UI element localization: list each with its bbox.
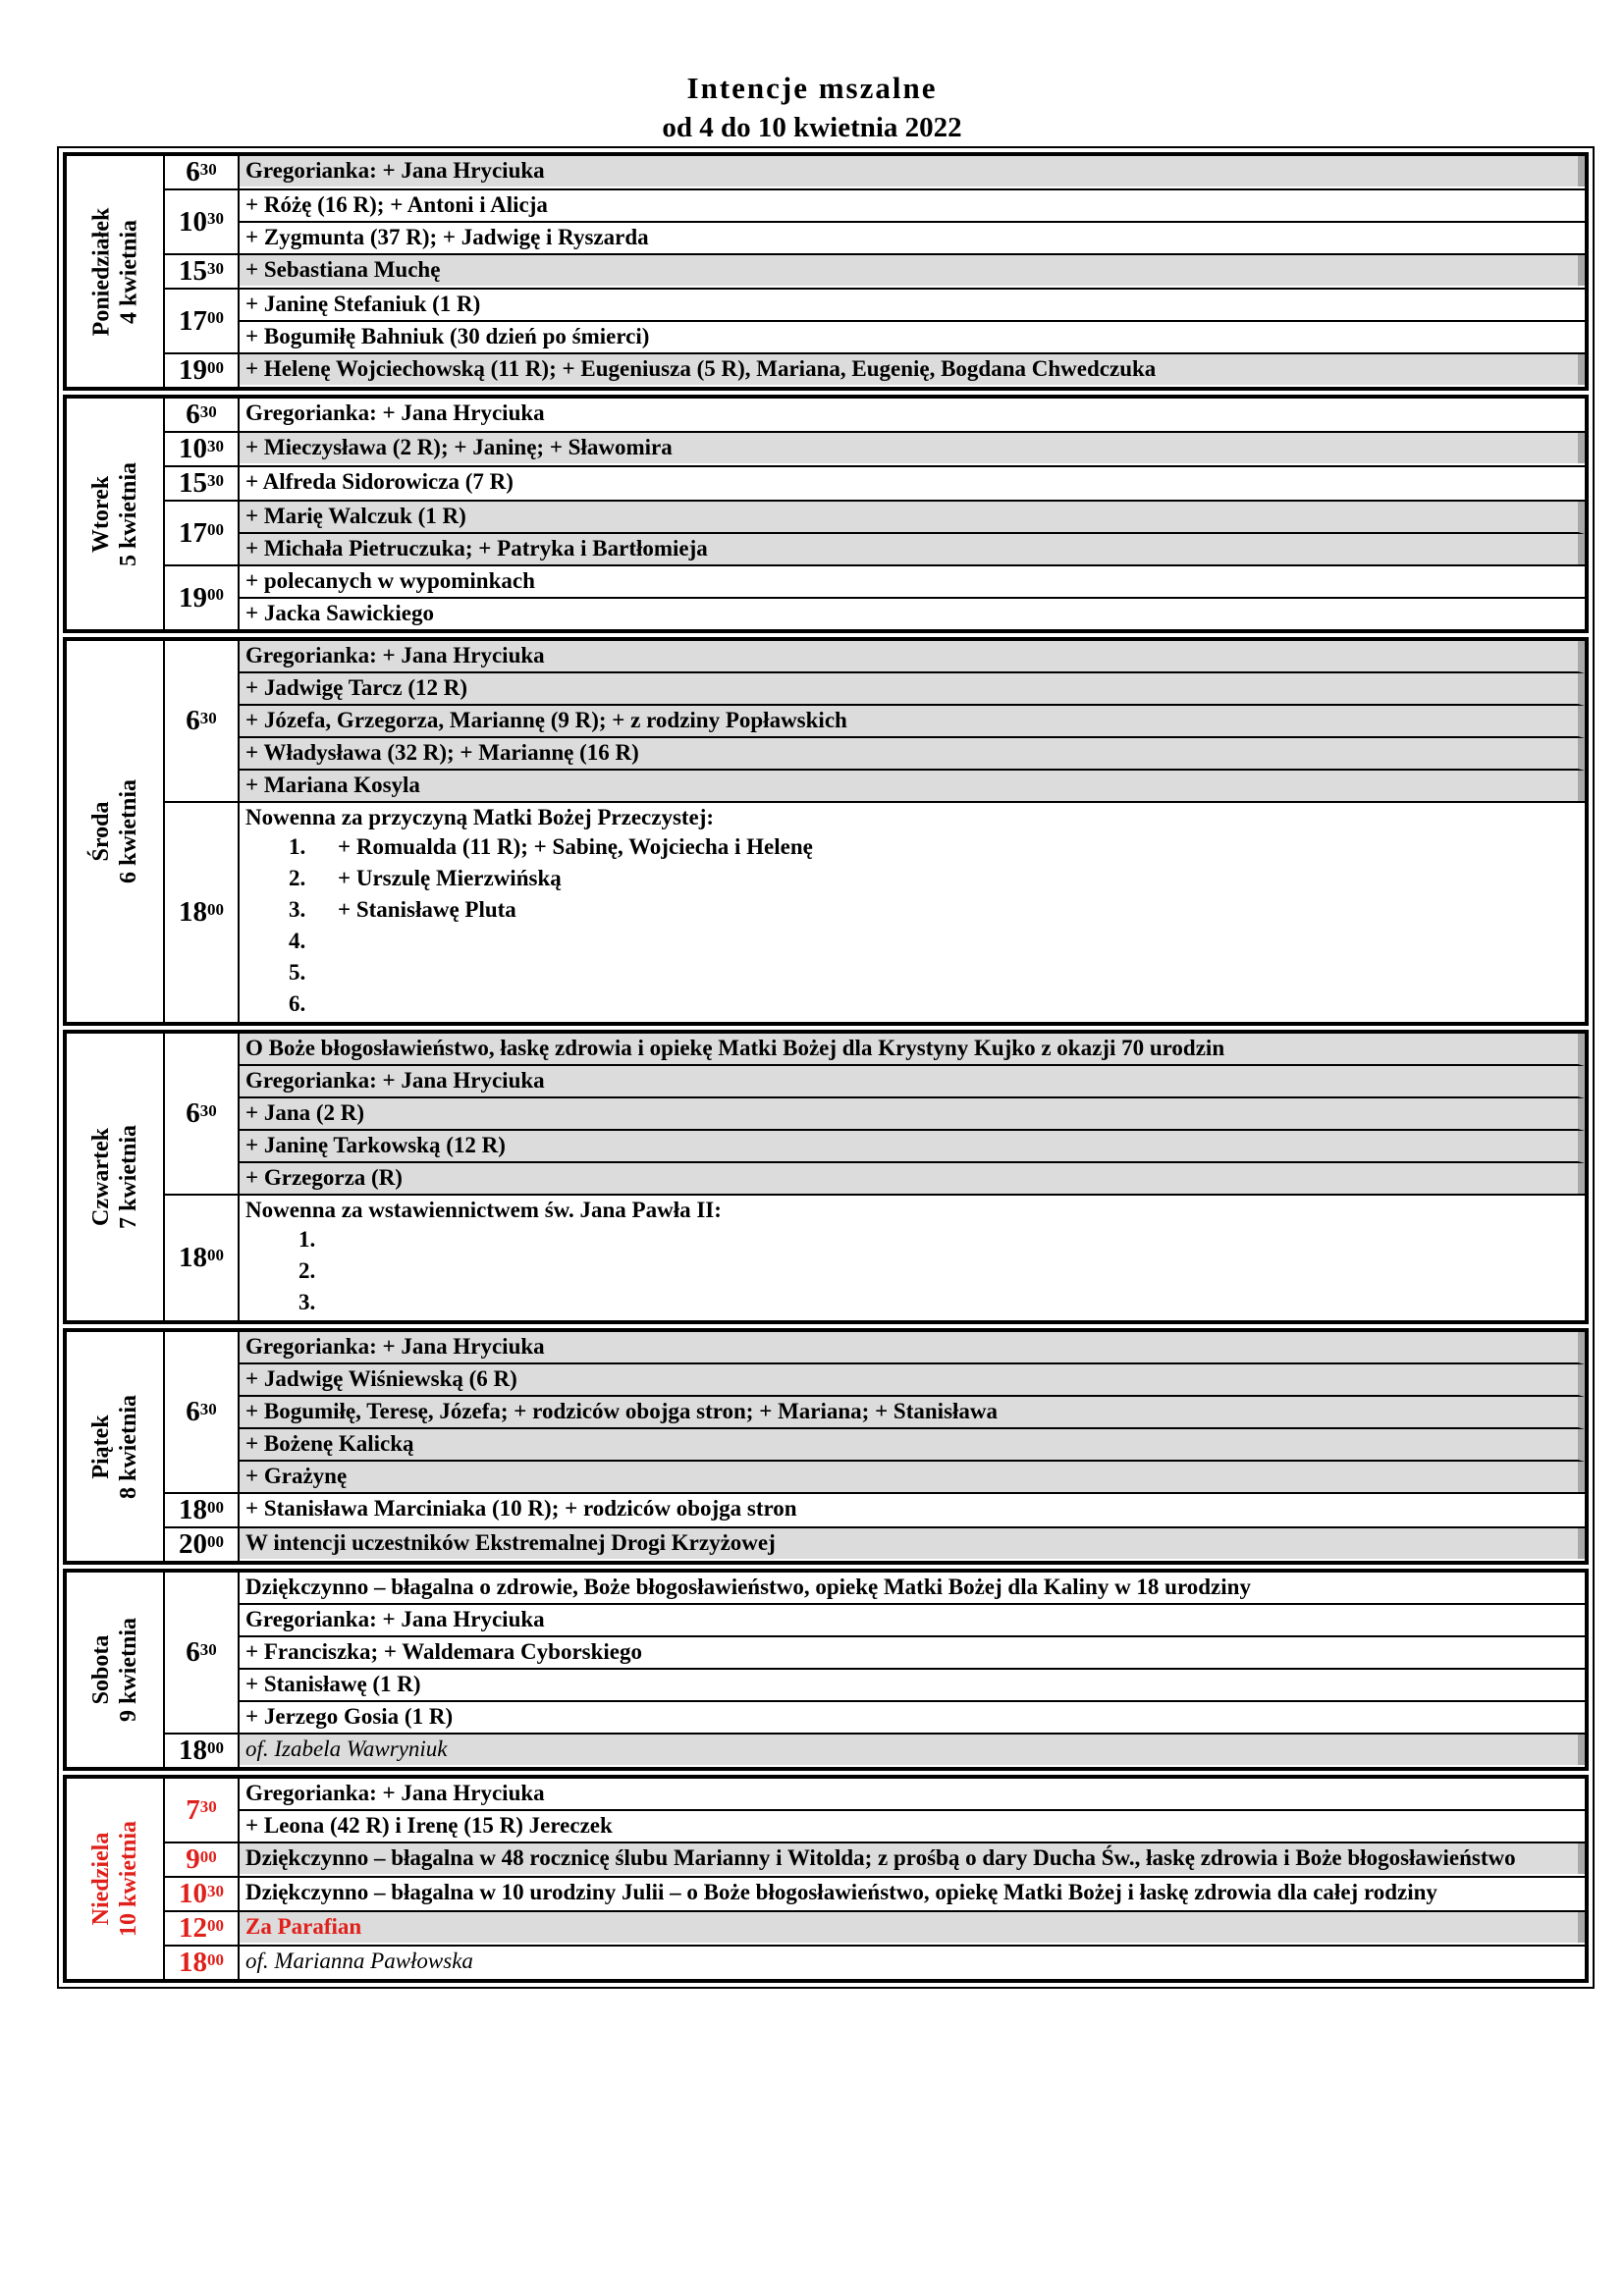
novena-item bbox=[245, 863, 1581, 894]
mass-hour: 9 bbox=[186, 1843, 200, 1875]
intention-row: of. Marianna Pawłowska bbox=[245, 1949, 473, 1973]
mass-hour: 18 bbox=[179, 1735, 207, 1766]
intention-list bbox=[240, 399, 1585, 431]
day-date: 6 kwietnia bbox=[116, 778, 142, 884]
novena-block bbox=[240, 803, 1585, 1022]
novena-number: 2. bbox=[298, 1258, 316, 1283]
day-label-text bbox=[87, 1821, 142, 1937]
day-date: 7 kwietnia bbox=[116, 1124, 142, 1230]
day-block bbox=[63, 395, 1589, 633]
day-label bbox=[67, 1573, 165, 1767]
mass-slot bbox=[165, 1494, 1585, 1528]
mass-slot bbox=[165, 190, 1585, 255]
mass-time bbox=[165, 1494, 240, 1526]
day-date: 4 kwietnia bbox=[116, 219, 142, 324]
mass-time bbox=[165, 1735, 240, 1767]
mass-time bbox=[165, 1332, 240, 1492]
intention-row: + Bogumiłę, Teresę, Józefa; + rodziców obojga stron; + Mariana; + Stanisława bbox=[240, 1397, 1585, 1429]
intention-list bbox=[240, 1573, 1585, 1733]
intention-row: O Boże błogosławieństwo, łaskę zdrowia i opiekę Matki Bożej dla Krystyny Kujko z okazji 70 urodzin bbox=[240, 1034, 1585, 1066]
intention-list bbox=[240, 1034, 1585, 1194]
mass-slots bbox=[165, 641, 1585, 1022]
intention-list bbox=[240, 1878, 1585, 1910]
day-name: Środa bbox=[88, 801, 115, 862]
intention-row: + Stanisława Marciniaka (10 R); + rodziców obojga stron bbox=[245, 1496, 797, 1521]
mass-slots bbox=[165, 1034, 1585, 1320]
day-label bbox=[67, 399, 165, 629]
intention-row: + Zygmunta (37 R); + Jadwigę i Ryszarda bbox=[245, 225, 649, 249]
mass-minute: 00 bbox=[207, 520, 224, 539]
novena-number: 3. bbox=[289, 897, 306, 922]
mass-time bbox=[165, 1528, 240, 1561]
mass-hour: 15 bbox=[179, 255, 207, 287]
mass-hour: 6 bbox=[186, 399, 200, 430]
mass-slot bbox=[165, 156, 1585, 190]
mass-slot bbox=[165, 1843, 1585, 1878]
mass-hour: 18 bbox=[179, 1494, 207, 1525]
mass-slot bbox=[165, 1332, 1585, 1494]
intention-list bbox=[240, 641, 1585, 801]
mass-slots bbox=[165, 399, 1585, 629]
novena-number: 2. bbox=[289, 866, 306, 890]
mass-hour: 10 bbox=[179, 1878, 207, 1909]
intention-row: + Jacka Sawickiego bbox=[245, 601, 434, 625]
mass-hour: 10 bbox=[179, 433, 207, 464]
intention-list bbox=[240, 1735, 1585, 1767]
day-block bbox=[63, 1328, 1589, 1565]
mass-slots bbox=[165, 1332, 1585, 1561]
mass-time bbox=[165, 1196, 240, 1320]
mass-slot bbox=[165, 1573, 1585, 1735]
day-label bbox=[67, 1779, 165, 1979]
novena-title: Nowenna za wstawiennictwem św. Jana Pawła II: bbox=[245, 1198, 722, 1222]
mass-time bbox=[165, 156, 240, 188]
mass-minute: 30 bbox=[199, 159, 217, 179]
intention-row: W intencji uczestników Ekstremalnej Drogi Krzyżowej bbox=[240, 1528, 1585, 1559]
intention-row: Dziękczynno – błagalna w 10 urodziny Julii – o Boże błogosławieństwo, opiekę Matki Bożej i łaskę zdrowia dla całej rodziny bbox=[245, 1880, 1437, 1904]
intention-row: + Jadwigę Wiśniewską (6 R) bbox=[240, 1364, 1585, 1397]
day-label-text bbox=[87, 1618, 142, 1722]
intention-list bbox=[240, 255, 1585, 288]
mass-time bbox=[165, 1912, 240, 1945]
mass-minute: 30 bbox=[199, 708, 217, 727]
day-label-text bbox=[87, 1125, 142, 1229]
mass-hour: 20 bbox=[179, 1528, 207, 1560]
mass-minute: 00 bbox=[207, 1497, 224, 1517]
mass-minute: 30 bbox=[199, 1639, 217, 1659]
mass-minute: 00 bbox=[207, 357, 224, 377]
novena-item bbox=[245, 831, 1581, 863]
mass-time bbox=[165, 641, 240, 801]
mass-time bbox=[165, 803, 240, 1022]
intention-row: + Grażynę bbox=[240, 1462, 1585, 1492]
intention-row: Dziękczynno – błagalna o zdrowie, Boże błogosławieństwo, opiekę Matki Bożej dla Kaliny w 18 urodziny bbox=[240, 1573, 1585, 1605]
mass-time bbox=[165, 255, 240, 288]
intention-list bbox=[240, 1196, 1585, 1320]
mass-hour: 19 bbox=[179, 354, 207, 386]
intention-row: + Helenę Wojciechowską (11 R); + Eugeniusza (5 R), Mariana, Eugenię, Bogdana Chwedczuka bbox=[240, 354, 1585, 385]
page-title: Intencje mszalne bbox=[686, 71, 938, 105]
intention-list bbox=[240, 1843, 1585, 1876]
day-date: 5 kwietnia bbox=[116, 461, 142, 566]
mass-time bbox=[165, 1843, 240, 1876]
intention-row: + Janinę Tarkowską (12 R) bbox=[240, 1131, 1585, 1163]
mass-slot bbox=[165, 502, 1585, 566]
day-block bbox=[63, 1030, 1589, 1324]
day-label-text bbox=[87, 779, 142, 883]
mass-minute: 30 bbox=[207, 1881, 224, 1900]
intention-row: + Sebastiana Muchę bbox=[240, 255, 1585, 286]
mass-hour: 19 bbox=[179, 581, 207, 614]
mass-hour: 17 bbox=[179, 516, 207, 549]
mass-minute: 30 bbox=[199, 1797, 217, 1816]
intention-row: + Jerzego Gosia (1 R) bbox=[245, 1704, 454, 1729]
intention-row: Gregorianka: + Jana Hryciuka bbox=[240, 1332, 1585, 1364]
intention-list bbox=[240, 1947, 1585, 1979]
day-label-text bbox=[87, 1394, 142, 1498]
mass-slot bbox=[165, 566, 1585, 629]
mass-slot bbox=[165, 1528, 1585, 1561]
intention-row: Gregorianka: + Jana Hryciuka bbox=[245, 400, 545, 425]
day-block bbox=[63, 1775, 1589, 1983]
intention-list bbox=[240, 354, 1585, 387]
mass-minute: 00 bbox=[207, 1245, 224, 1264]
day-name: Czwartek bbox=[88, 1128, 115, 1226]
intention-row: + Jadwigę Tarcz (12 R) bbox=[240, 673, 1585, 706]
novena-number: 5. bbox=[289, 960, 306, 985]
intention-list bbox=[240, 502, 1585, 564]
mass-hour: 10 bbox=[179, 205, 207, 238]
day-label-text bbox=[87, 207, 142, 336]
mass-slots bbox=[165, 1573, 1585, 1767]
mass-time bbox=[165, 433, 240, 465]
intention-list bbox=[240, 1494, 1585, 1526]
mass-slot bbox=[165, 1779, 1585, 1843]
mass-hour: 18 bbox=[179, 1947, 207, 1978]
mass-time bbox=[165, 1034, 240, 1194]
intention-list bbox=[240, 1912, 1585, 1945]
intention-row: Gregorianka: + Jana Hryciuka bbox=[240, 156, 1585, 187]
intention-list bbox=[240, 290, 1585, 352]
mass-minute: 00 bbox=[207, 585, 224, 604]
mass-slot bbox=[165, 1034, 1585, 1196]
intention-list bbox=[240, 1779, 1585, 1842]
intention-row: + Władysława (32 R); + Mariannę (16 R) bbox=[240, 738, 1585, 771]
intention-row: Za Parafian bbox=[240, 1912, 1585, 1943]
schedule-table bbox=[57, 146, 1595, 1989]
day-date: 8 kwietnia bbox=[116, 1394, 142, 1499]
intention-row: + Janinę Stefaniuk (1 R) bbox=[240, 290, 1585, 322]
intention-row: Dziękczynno – błagalna w 48 rocznicę ślubu Marianny i Witolda; z prośbą o dary Ducha Św., łaskę zdrowia i Boże błogosławieństwo bbox=[240, 1843, 1585, 1874]
day-label bbox=[67, 1034, 165, 1320]
intention-list bbox=[240, 1528, 1585, 1561]
day-block bbox=[63, 1569, 1589, 1771]
intention-row: + Jana (2 R) bbox=[240, 1098, 1585, 1131]
day-label bbox=[67, 641, 165, 1022]
mass-minute: 30 bbox=[199, 401, 217, 421]
mass-hour: 6 bbox=[186, 156, 200, 187]
mass-minute: 30 bbox=[199, 1100, 217, 1120]
intention-list bbox=[240, 803, 1585, 1022]
day-name: Piątek bbox=[88, 1414, 115, 1479]
mass-slot bbox=[165, 1878, 1585, 1912]
novena-number: 6. bbox=[289, 991, 306, 1016]
day-block bbox=[63, 152, 1589, 391]
mass-slot bbox=[165, 255, 1585, 290]
novena-item bbox=[245, 957, 1581, 988]
intention-row: + Mieczysława (2 R); + Janinę; + Sławomira bbox=[240, 433, 1585, 463]
mass-time bbox=[165, 290, 240, 352]
novena-block bbox=[240, 1196, 1585, 1320]
intention-row: + polecanych w wypominkach bbox=[240, 566, 1585, 599]
mass-minute: 00 bbox=[207, 1737, 224, 1757]
intention-row: + Franciszka; + Waldemara Cyborskiego bbox=[240, 1637, 1585, 1670]
mass-hour: 12 bbox=[179, 1912, 207, 1944]
mass-minute: 00 bbox=[207, 308, 224, 327]
intention-row: + Grzegorza (R) bbox=[240, 1163, 1585, 1194]
mass-slot bbox=[165, 1947, 1585, 1979]
intention-row: + Alfreda Sidorowicza (7 R) bbox=[245, 469, 514, 494]
mass-hour: 18 bbox=[179, 1242, 207, 1273]
intention-row: Gregorianka: + Jana Hryciuka bbox=[240, 1066, 1585, 1098]
novena-number: 1. bbox=[298, 1227, 316, 1252]
intention-list bbox=[240, 433, 1585, 465]
intention-row: of. Izabela Wawryniuk bbox=[240, 1735, 1585, 1765]
intention-list bbox=[240, 566, 1585, 629]
day-name: Niedziela bbox=[88, 1832, 115, 1926]
mass-slot bbox=[165, 354, 1585, 387]
mass-hour: 17 bbox=[179, 304, 207, 337]
intention-row: + Bożenę Kalicką bbox=[240, 1429, 1585, 1462]
novena-item bbox=[245, 988, 1581, 1020]
mass-time bbox=[165, 1878, 240, 1910]
day-date: 10 kwietnia bbox=[116, 1820, 142, 1938]
novena-item bbox=[245, 894, 1581, 926]
mass-slot bbox=[165, 290, 1585, 354]
intention-row: + Mariana Kosyla bbox=[240, 771, 1585, 801]
mass-minute: 30 bbox=[207, 258, 224, 278]
mass-minute: 00 bbox=[207, 1915, 224, 1935]
mass-time bbox=[165, 1947, 240, 1979]
mass-slot bbox=[165, 1912, 1585, 1947]
mass-slots bbox=[165, 156, 1585, 387]
mass-minute: 00 bbox=[207, 1531, 224, 1551]
mass-hour: 6 bbox=[186, 705, 200, 736]
day-name: Poniedziałek bbox=[88, 207, 115, 336]
intention-row: + Różę (16 R); + Antoni i Alicja bbox=[240, 190, 1585, 223]
mass-time bbox=[165, 502, 240, 564]
day-name: Sobota bbox=[88, 1634, 115, 1705]
page-subtitle: od 4 do 10 kwietnia 2022 bbox=[662, 112, 962, 143]
mass-time bbox=[165, 566, 240, 629]
mass-slot bbox=[165, 467, 1585, 502]
intention-row: + Michała Pietruczuka; + Patryka i Bartłomieja bbox=[240, 534, 1585, 564]
mass-time bbox=[165, 467, 240, 500]
novena-text: + Romualda (11 R); + Sabinę, Wojciecha i Helenę bbox=[338, 834, 813, 859]
intention-row: Gregorianka: + Jana Hryciuka bbox=[240, 641, 1585, 673]
mass-slot bbox=[165, 399, 1585, 433]
day-date: 9 kwietnia bbox=[116, 1617, 142, 1723]
intention-row: + Leona (42 R) i Irenę (15 R) Jereczek bbox=[245, 1813, 613, 1838]
mass-minute: 30 bbox=[207, 470, 224, 490]
mass-hour: 7 bbox=[186, 1793, 200, 1826]
novena-text: + Urszulę Mierzwińską bbox=[338, 866, 562, 890]
day-block bbox=[63, 637, 1589, 1026]
mass-slot bbox=[165, 641, 1585, 803]
mass-slot bbox=[165, 433, 1585, 467]
mass-hour: 15 bbox=[179, 467, 207, 499]
intention-list bbox=[240, 1332, 1585, 1492]
novena-item bbox=[245, 1287, 1581, 1318]
mass-minute: 30 bbox=[207, 209, 224, 228]
novena-text: + Stanisławę Pluta bbox=[338, 897, 516, 922]
mass-slots bbox=[165, 1779, 1585, 1979]
mass-hour: 6 bbox=[186, 1636, 200, 1668]
day-label-text bbox=[87, 461, 142, 565]
mass-slot bbox=[165, 803, 1585, 1022]
novena-number: 3. bbox=[298, 1290, 316, 1314]
novena-item bbox=[245, 1224, 1581, 1255]
page-header bbox=[0, 69, 1624, 147]
novena-number: 1. bbox=[289, 834, 306, 859]
novena-title: Nowenna za przyczyną Matki Bożej Przeczystej: bbox=[245, 805, 715, 829]
mass-slot bbox=[165, 1735, 1585, 1767]
intention-row: + Bogumiłę Bahniuk (30 dzień po śmierci) bbox=[245, 324, 650, 348]
mass-time bbox=[165, 190, 240, 253]
novena-item bbox=[245, 1255, 1581, 1287]
day-label bbox=[67, 1332, 165, 1561]
mass-minute: 30 bbox=[199, 1399, 217, 1418]
mass-hour: 6 bbox=[186, 1396, 200, 1427]
mass-time bbox=[165, 1779, 240, 1842]
intention-row: + Marię Walczuk (1 R) bbox=[240, 502, 1585, 534]
intention-list bbox=[240, 190, 1585, 253]
mass-minute: 00 bbox=[207, 899, 224, 919]
mass-time bbox=[165, 354, 240, 387]
mass-minute: 00 bbox=[207, 1949, 224, 1969]
intention-row: + Stanisławę (1 R) bbox=[240, 1670, 1585, 1702]
day-label bbox=[67, 156, 165, 387]
mass-time bbox=[165, 1573, 240, 1733]
intention-list bbox=[240, 467, 1585, 500]
mass-hour: 6 bbox=[186, 1097, 200, 1129]
novena-item bbox=[245, 926, 1581, 957]
novena-number: 4. bbox=[289, 929, 306, 953]
day-name: Wtorek bbox=[88, 475, 115, 553]
mass-minute: 00 bbox=[199, 1846, 217, 1866]
mass-hour: 18 bbox=[179, 896, 207, 928]
mass-slot bbox=[165, 1196, 1585, 1320]
intention-list bbox=[240, 156, 1585, 188]
intention-row: Gregorianka: + Jana Hryciuka bbox=[240, 1605, 1585, 1637]
intention-row: Gregorianka: + Jana Hryciuka bbox=[240, 1779, 1585, 1811]
mass-minute: 30 bbox=[207, 436, 224, 455]
mass-time bbox=[165, 399, 240, 431]
intention-row: + Józefa, Grzegorza, Mariannę (9 R); + z rodziny Popławskich bbox=[240, 706, 1585, 738]
